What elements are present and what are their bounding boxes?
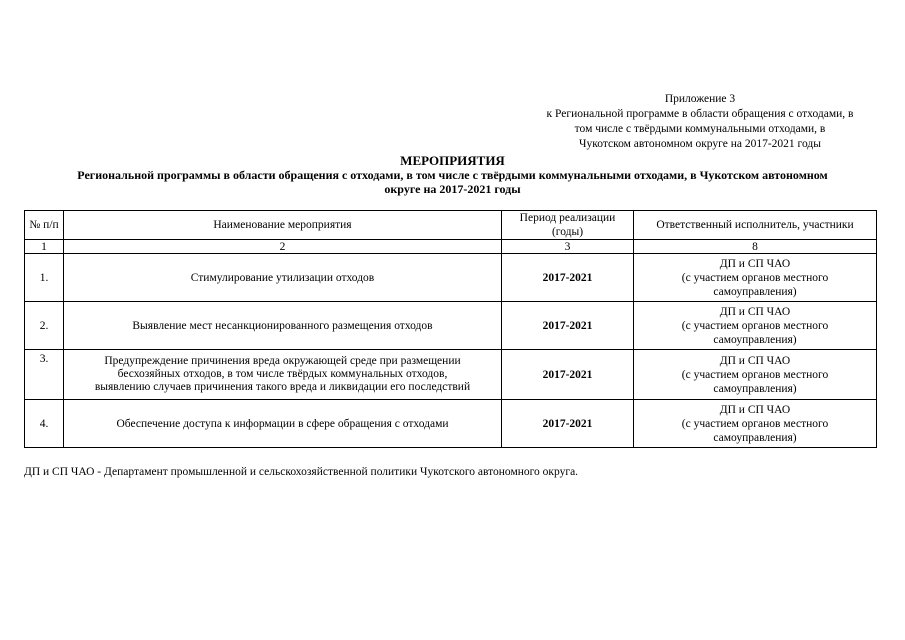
- row-name: [64, 302, 502, 350]
- appendix-line: том числе с твёрдыми коммунальными отходами, в: [574, 123, 826, 135]
- appendix-line: Чукотском автономном округе на 2017-2021 годы: [579, 138, 821, 150]
- row-period: 2017-2021: [502, 254, 634, 302]
- title-line-2: округе на 2017-2021 годы: [384, 182, 521, 196]
- responsible-line: (с участием органов местного: [681, 368, 829, 381]
- row-name-line: выявлению случаев причинения такого вреда и ликвидации его последствий: [94, 381, 471, 393]
- row-responsible: [634, 254, 877, 302]
- header-period-line: (годы): [551, 226, 584, 238]
- row-period: 2017-2021: [502, 400, 634, 448]
- table-row: [25, 350, 877, 400]
- responsible-line: самоуправления): [713, 382, 797, 395]
- column-number-row: [25, 240, 877, 254]
- document-title: [20, 154, 885, 196]
- appendix-note: [500, 92, 900, 152]
- responsible-line: (с участием органов местного: [681, 417, 829, 430]
- title-line-1: Региональной программы в области обращения с отходами, в том числе с твёрдыми коммунальными отходами, в Чукотском автономном: [77, 168, 828, 182]
- row-responsible: [634, 302, 877, 350]
- row-responsible: [634, 350, 877, 400]
- table-header-row: [25, 211, 877, 240]
- column-number: 8: [634, 240, 877, 254]
- responsible-line: самоуправления): [713, 333, 797, 346]
- row-name-line: Предупреждение причинения вреда окружающей среде при размещении: [104, 355, 461, 367]
- row-num: 1.: [25, 254, 64, 302]
- table-row: [25, 400, 877, 448]
- table-row: [25, 254, 877, 302]
- footnote: ДП и СП ЧАО - Департамент промышленной и сельскохозяйственной политики Чукотского автономного округа.: [24, 466, 579, 478]
- row-name: [64, 254, 502, 302]
- responsible-line: (с участием органов местного: [681, 271, 829, 284]
- responsible-line: ДП и СП ЧАО: [719, 305, 791, 318]
- column-number: 2: [64, 240, 502, 254]
- row-name-line: Стимулирование утилизации отходов: [190, 271, 375, 284]
- responsible-line: ДП и СП ЧАО: [719, 257, 791, 270]
- header-name: Наименование мероприятия: [64, 211, 502, 240]
- appendix-line: Приложение 3: [664, 93, 736, 105]
- responsible-line: ДП и СП ЧАО: [719, 403, 791, 416]
- responsible-line: (с участием органов местного: [681, 319, 829, 332]
- row-period: 2017-2021: [502, 302, 634, 350]
- row-num: 3.: [25, 350, 64, 400]
- title-main: МЕРОПРИЯТИЯ: [400, 153, 505, 168]
- row-name-line: Обеспечение доступа к информации в сфере обращения с отходами: [116, 417, 449, 430]
- row-name-line: бесхозяйных отходов, в том числе твёрдых коммунальных отходов,: [117, 368, 448, 380]
- row-name-line: Выявление мест несанкционированного размещения отходов: [132, 319, 433, 332]
- header-period-line: Период реализации: [519, 212, 616, 224]
- responsible-line: самоуправления): [713, 285, 797, 298]
- row-name: [64, 400, 502, 448]
- header-responsible: Ответственный исполнитель, участники: [634, 211, 877, 240]
- table-row: [25, 302, 877, 350]
- responsible-line: ДП и СП ЧАО: [719, 354, 791, 367]
- row-num: 2.: [25, 302, 64, 350]
- column-number: 3: [502, 240, 634, 254]
- header-period: [502, 211, 634, 240]
- row-period: 2017-2021: [502, 350, 634, 400]
- header-num: № п/п: [25, 211, 64, 240]
- column-number: 1: [25, 240, 64, 254]
- row-num: 4.: [25, 400, 64, 448]
- measures-table: [24, 210, 877, 448]
- appendix-line: к Региональной программе в области обращения с отходами, в: [546, 108, 854, 120]
- responsible-line: самоуправления): [713, 431, 797, 444]
- row-name: [64, 350, 502, 400]
- row-responsible: [634, 400, 877, 448]
